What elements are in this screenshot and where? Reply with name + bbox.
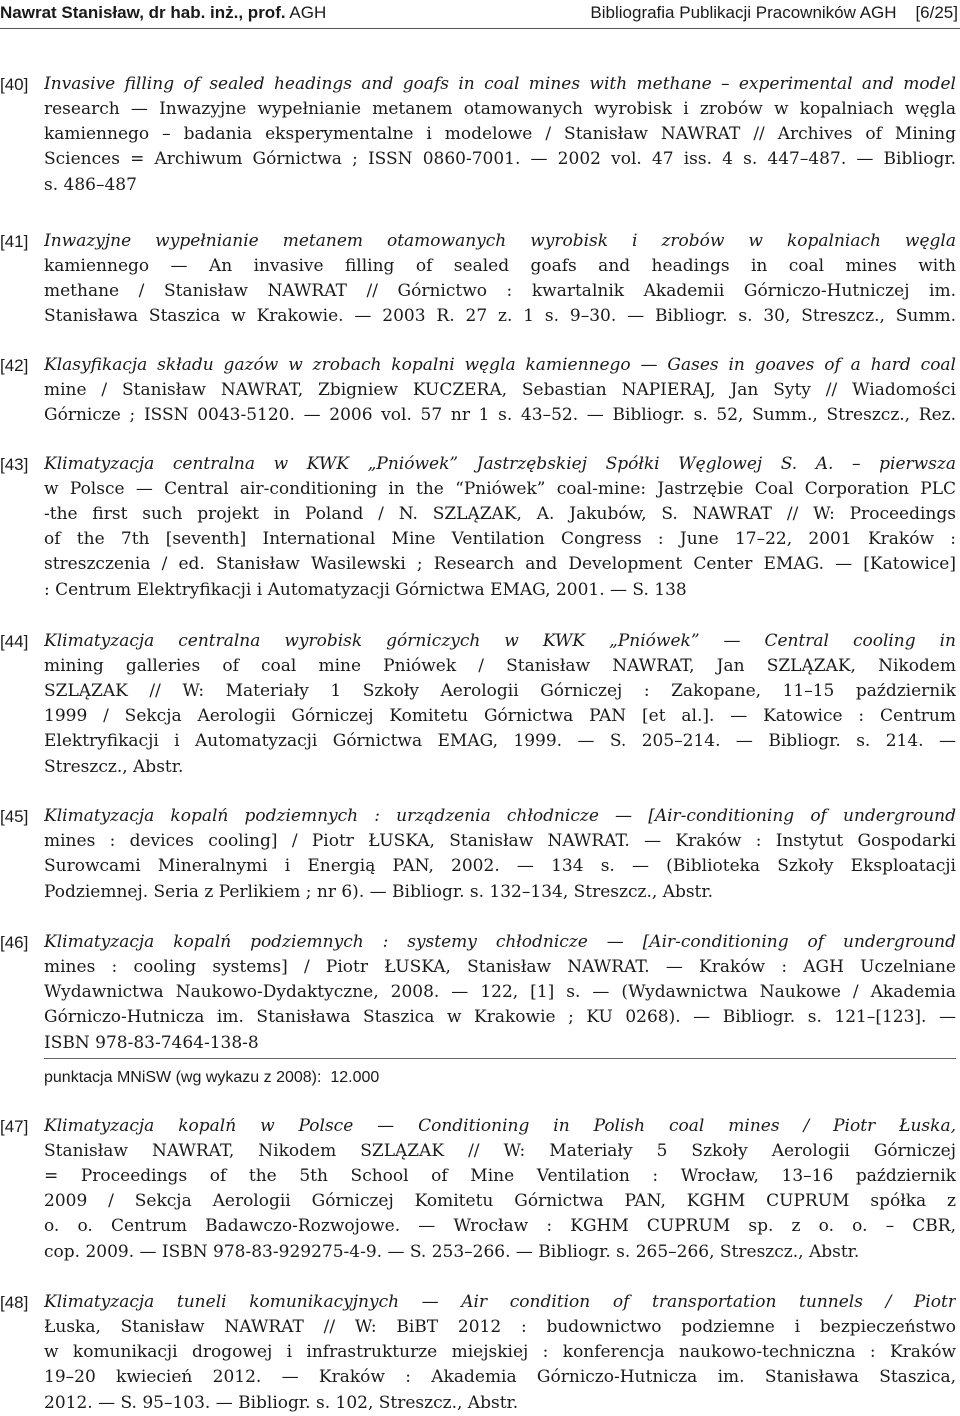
entry-line: Łuska, Stanisław NAWRAT // W: BiBT 2012 : budownictwo podziemne i bezpieczeństwo	[44, 1317, 956, 1337]
entry-number: [48]	[0, 1293, 29, 1312]
entry-line: o. o. Centrum Badawczo-Rozwojowe. — Wrocław : KGHM CUPRUM sp. z o. o. – CBR,	[44, 1216, 956, 1236]
entry-line: Surowcami Mineralnymi i Energią PAN, 2002. — 134 s. — (Biblioteka Szkoły Eksploatacji	[44, 856, 956, 876]
entry-line: : Centrum Elektryfikacji i Automatyzacji Górnictwa EMAG, 2001. — S. 138	[44, 580, 687, 600]
entry-number: [47]	[0, 1117, 29, 1136]
entry-number: [40]	[0, 75, 29, 94]
entry-line: Streszcz., Abstr.	[44, 757, 184, 777]
entry-line: Górnicze ; ISSN 0043-5120. — 2006 vol. 57 nr 1 s. 43–52. — Bibliogr. s. 52, Summ., Streszcz., Rez.	[44, 405, 956, 425]
score-line	[44, 1069, 379, 1087]
entry-line: ISBN 978-83-7464-138-8	[44, 1033, 259, 1053]
institution: AGH	[289, 3, 327, 22]
entry-line: mine / Stanisław NAWRAT, Zbigniew KUCZERA, Sebastian NAPIERAJ, Jan Syty // Wiadomości	[44, 380, 956, 400]
entry-line: Klasyfikacja składu gazów w zrobach kopalni węgla kamiennego — Gases in goaves of a hard coal	[44, 355, 956, 375]
entry-line: = Proceedings of the 5th School of Mine Ventilation : Wrocław, 13–16 październik	[44, 1166, 956, 1186]
entry-line: Klimatyzacja kopalń w Polsce — Conditioning in Polish coal mines / Piotr Łuska,	[44, 1116, 956, 1136]
entry-line: Inwazyjne wypełnianie metanem otamowanych wyrobisk i zrobów w kopalniach węgla	[44, 231, 956, 251]
entry-number: [42]	[0, 356, 29, 375]
entry-line: kamiennego – badania eksperymentalne i modelowe / Stanisław NAWRAT // Archives of Mining	[44, 124, 956, 144]
score-label: punktacja MNiSW (wg wykazu z 2008):	[44, 1069, 322, 1086]
entry-number: [43]	[0, 455, 29, 474]
entry-line: w komunikacji drogowej i infrastrukturze miejskiej : konferencja naukowo-techniczna : Kraków	[44, 1342, 956, 1362]
entry-line: Klimatyzacja centralna wyrobisk górniczych w KWK „Pniówek” — Central cooling in	[44, 631, 956, 651]
entry-line: of the 7th [seventh] International Mine Ventilation Congress : June 17–22, 2001 Kraków :	[44, 529, 956, 549]
entry-line: w Polsce — Central air-conditioning in the “Pniówek” coal-mine: Jastrzębie Coal Corporation PLC	[44, 479, 956, 499]
entry-line: Stanisław NAWRAT, Nikodem SZLĄZAK // W: Materiały 5 Szkoły Aerologii Górniczej	[44, 1141, 956, 1161]
entry-line: methane / Stanisław NAWRAT // Górnictwo : kwartalnik Akademii Górniczo-Hutniczej im.	[44, 281, 956, 301]
entry-line: Stanisława Staszica w Krakowie. — 2003 R. 27 z. 1 s. 9–30. — Bibliogr. s. 30, Streszcz., Summ.	[44, 306, 956, 326]
entry-line: Podziemnej. Seria z Perlikiem ; nr 6). — Bibliogr. s. 132–134, Streszcz., Abstr.	[44, 882, 714, 902]
entry-line: 2012. — S. 95–103. — Bibliogr. s. 102, Streszcz., Abstr.	[44, 1393, 519, 1413]
entry-line: Klimatyzacja kopalń podziemnych : urządzenia chłodnicze — [Air-conditioning of underground	[44, 806, 956, 826]
entry-line: kamiennego — An invasive filling of sealed goafs and headings in coal mines with	[44, 256, 956, 276]
entry-line: Invasive filling of sealed headings and goafs in coal mines with methane – experimental and model	[44, 74, 956, 94]
entry-line: Wydawnictwa Naukowo-Dydaktyczne, 2008. — 122, [1] s. — (Wydawnictwa Naukowe / Akademia	[44, 982, 956, 1002]
entry-line: mining galleries of coal mine Pniówek / Stanisław NAWRAT, Jan SZLĄZAK, Nikodem	[44, 656, 956, 676]
entry-line: cop. 2009. — ISBN 978-83-929275-4-9. — S. 253–266. — Bibliogr. s. 265–266, Streszcz., Abstr.	[44, 1242, 860, 1262]
document-title: Bibliografia Publikacji Pracowników AGH	[590, 3, 897, 22]
entry-line: research — Inwazyjne wypełnianie metanem otamowanych wyrobisk i zrobów w kopalniach węgla	[44, 99, 956, 119]
entry-line: SZLĄZAK // W: Materiały 1 Szkoły Aerologii Górniczej : Zakopane, 11–15 październik	[44, 681, 956, 701]
entry-number: [41]	[0, 232, 29, 251]
entry-line: Sciences = Archiwum Górnictwa ; ISSN 0860-7001. — 2002 vol. 47 iss. 4 s. 447–487. — Bibliogr.	[44, 149, 956, 169]
entry-line: mines : devices cooling] / Piotr ŁUSKA, Stanisław NAWRAT. — Kraków : Instytut Gospodarki	[44, 831, 956, 851]
entry-number: [44]	[0, 632, 29, 651]
entry-line: mines : cooling systems] / Piotr ŁUSKA, Stanisław NAWRAT. — Kraków : AGH Uczelniane	[44, 957, 956, 977]
entry-line: Klimatyzacja centralna w KWK „Pniówek” Jastrzębskiej Spółki Węglowej S. A. – pierwsza	[44, 454, 956, 474]
divider	[44, 1058, 956, 1059]
page-number: [6/25]	[915, 3, 958, 22]
entry-line: streszczenia / ed. Stanisław Wasilewski ; Research and Development Center EMAG. — [Katowice]	[44, 554, 956, 574]
entry-number: [45]	[0, 807, 29, 826]
page-header	[0, 0, 960, 29]
entry-line: s. 486–487	[44, 175, 137, 195]
entry-line: Klimatyzacja kopalń podziemnych : systemy chłodnicze — [Air-conditioning of underground	[44, 932, 956, 952]
entry-line: 19–20 kwiecień 2012. — Kraków : Akademia Górniczo-Hutnicza im. Stanisława Staszica,	[44, 1367, 956, 1387]
entry-line: 2009 / Sekcja Aerologii Górniczej Komitetu Górnictwa PAN, KGHM CUPRUM spółka z	[44, 1191, 956, 1211]
entry-line: -the first such projekt in Poland / N. SZLĄZAK, A. Jakubów, S. NAWRAT // W: Proceedings	[44, 504, 956, 524]
entry-line: Klimatyzacja tuneli komunikacyjnych — Air condition of transportation tunnels / Piotr	[44, 1292, 956, 1312]
author-name: Nawrat Stanisław, dr hab. inż., prof.	[0, 3, 286, 22]
entry-line: 1999 / Sekcja Aerologii Górniczej Komitetu Górnictwa PAN [et al.]. — Katowice : Centrum	[44, 706, 956, 726]
entry-number: [46]	[0, 933, 29, 952]
score-value: 12.000	[330, 1069, 380, 1086]
entry-line: Górniczo-Hutnicza im. Stanisława Staszica w Krakowie ; KU 0268). — Bibliogr. s. 121–[123]. —	[44, 1007, 956, 1027]
entry-line: Elektryfikacji i Automatyzacji Górnictwa EMAG, 1999. — S. 205–214. — Bibliogr. s. 214. —	[44, 731, 956, 751]
